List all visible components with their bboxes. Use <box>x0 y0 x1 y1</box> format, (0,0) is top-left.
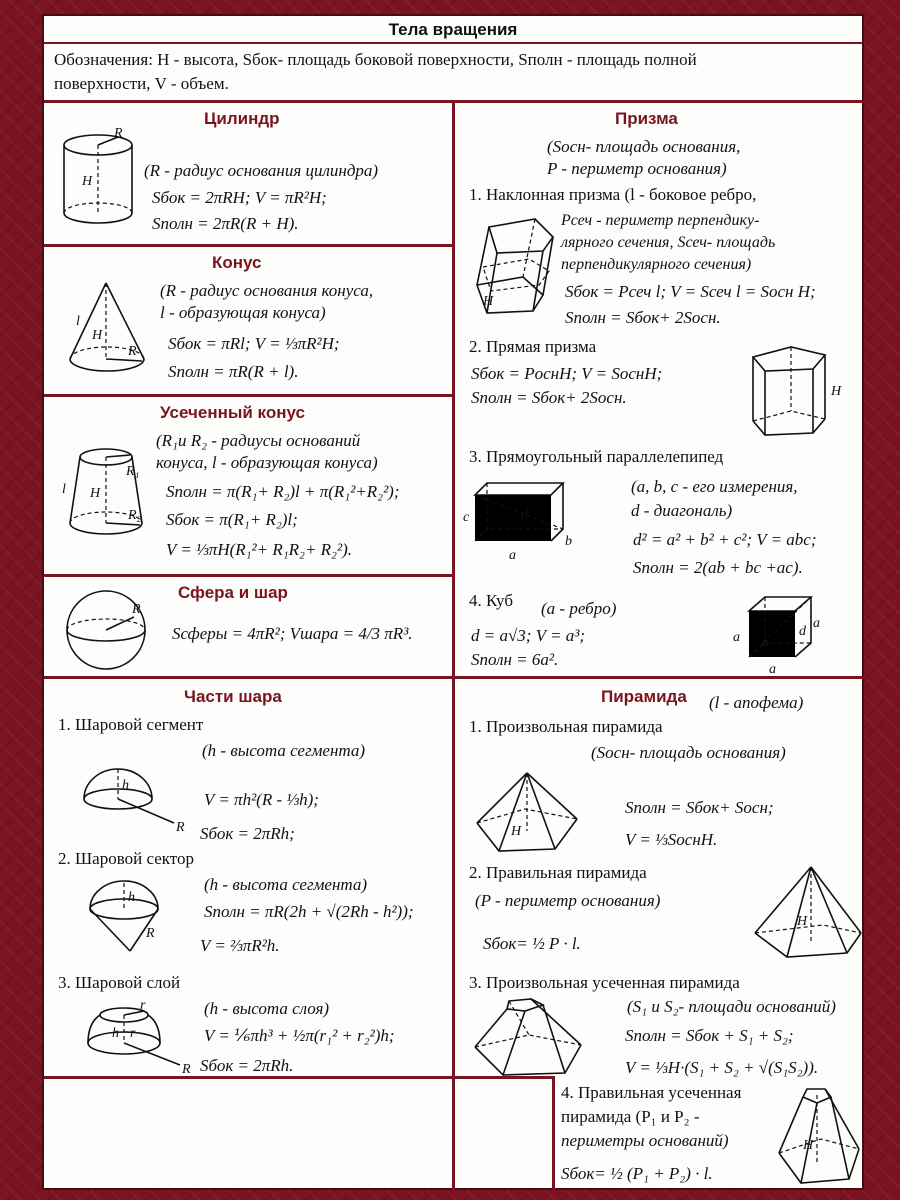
cylinder-title: Цилиндр <box>204 109 280 128</box>
svg-text:H: H <box>797 914 808 929</box>
svg-text:r: r <box>140 998 146 1013</box>
layer-formula-1: V = ⅙πh³ + ½π(r₁² + r₂²)h; <box>204 1026 395 1045</box>
oblique-prism-desc-2: лярного сечения, Sсеч- площадь <box>561 234 776 251</box>
sector-formula-1: Sполн = πR(2h + √(2Rh - h²)); <box>204 902 414 921</box>
cube-desc: (a - ребро) <box>541 599 617 618</box>
box-figure <box>461 475 575 565</box>
pyramid-title-note: (l - апофема) <box>709 693 804 712</box>
pyr-arbitrary-formula-1: Sполн = Sбок+ Sосн; <box>625 798 774 817</box>
sphere-formula: Sсферы = 4πR²; Vшара = 4/3 πR³. <box>172 624 413 643</box>
frustum-figure <box>64 443 154 545</box>
pyr-reg-trunc-desc: периметры оснований) <box>561 1131 729 1150</box>
svg-text:h: h <box>112 1026 119 1041</box>
ball-parts-title: Части шара <box>184 687 282 706</box>
svg-text:l: l <box>62 482 66 497</box>
cube-figure <box>725 591 825 677</box>
svg-text:R: R <box>114 126 123 141</box>
box-formula-1: d² = a² + b² + c²; V = abc; <box>633 530 817 549</box>
cylinder-desc: (R - радиус основания цилиндра) <box>144 161 379 180</box>
cone-formula-1: Sбок = πRl; V = ⅓πR²H; <box>168 334 340 353</box>
right-prism-figure <box>735 343 841 441</box>
sector-figure <box>84 879 174 959</box>
layer-formula-2: Sбок = 2πRh. <box>200 1056 294 1075</box>
box-formula-2: Sполн = 2(ab + bc +ac). <box>633 558 803 577</box>
oblique-prism-figure <box>469 215 557 325</box>
layer-figure <box>82 998 192 1077</box>
cone-formula-2: Sполн = πR(R + l). <box>168 362 299 381</box>
svg-text:c: c <box>463 510 470 525</box>
svg-text:R₂: R₂ <box>128 508 142 523</box>
cube-formula-2: Sполн = 6a². <box>471 650 559 669</box>
prism-desc-1: (Sосн- площадь основания, <box>547 137 741 156</box>
cylinder-figure <box>58 126 140 229</box>
pyr-regular-figure <box>751 863 863 965</box>
svg-text:H: H <box>90 486 101 501</box>
frustum-formula-2: Sбок = π(R₁+ R₂)l; <box>166 510 298 529</box>
pyr-regular-head: 2. Правильная пирамида <box>469 863 647 882</box>
frustum-formula-3: V = ⅓πH(R₁²+ R₁R₂+ R₂²). <box>166 540 352 559</box>
segment-head: 1. Шаровой сегмент <box>58 715 204 734</box>
svg-text:R: R <box>146 926 155 941</box>
notation-line-1: Обозначения: H - высота, Sбок- площадь боковой поверхности, Sполн - площадь полной <box>54 50 697 69</box>
right-prism-head: 2. Прямая призма <box>469 337 597 356</box>
cone-desc-1: (R - радиус основания конуса, <box>160 281 374 300</box>
cube-head: 4. Куб <box>469 591 513 610</box>
frustum-title: Усеченный конус <box>160 403 305 422</box>
formula-sheet <box>42 14 864 1190</box>
frustum-desc-2: конуса, l - образующая конуса) <box>156 453 378 472</box>
svg-text:H: H <box>92 328 103 343</box>
right-prism-h-label: H <box>831 384 842 399</box>
svg-text:d: d <box>799 624 806 639</box>
oblique-prism-desc-3: перпендикулярного сечения) <box>561 256 752 273</box>
pyramid-title: Пирамида <box>601 687 687 706</box>
pyr-reg-trunc-figure <box>773 1083 863 1187</box>
sector-desc: (h - высота сегмента) <box>204 875 368 894</box>
segment-formula-2: Sбок = 2πRh; <box>200 824 295 843</box>
svg-text:a: a <box>733 630 740 645</box>
pyr-trunc-figure <box>469 995 585 1081</box>
pyr-arbitrary-head: 1. Произвольная пирамида <box>469 717 663 736</box>
pyr-regular-desc: (P - периметр основания) <box>475 891 661 910</box>
svg-text:l: l <box>76 314 80 329</box>
cone-title: Конус <box>212 253 262 272</box>
sector-head: 2. Шаровой сектор <box>58 849 194 868</box>
svg-text:R: R <box>132 602 141 617</box>
sphere-figure <box>64 587 150 673</box>
svg-text:H: H <box>483 294 494 309</box>
svg-text:H: H <box>511 824 522 839</box>
svg-text:H: H <box>803 1138 814 1153</box>
pyr-trunc-desc: (S₁ и S₂- площади оснований) <box>627 997 836 1016</box>
cylinder-formula-1: Sбок = 2πRH; V = πR²H; <box>152 188 327 207</box>
pyr-arbitrary-formula-2: V = ⅓SоснH. <box>625 830 718 849</box>
oblique-prism-formula-1: Sбок = Pсеч l; V = Sсеч l = Sосн H; <box>565 282 816 301</box>
segment-desc: (h - высота сегмента) <box>202 741 366 760</box>
layer-desc: (h - высота слоя) <box>204 999 330 1018</box>
notation-block <box>54 48 854 96</box>
svg-text:a: a <box>769 662 776 677</box>
segment-formula-1: V = πh²(R - ⅓h); <box>204 790 319 809</box>
page-title: Тела вращения <box>44 16 862 44</box>
box-head: 3. Прямоугольный параллелепипед <box>469 447 724 466</box>
pyr-reg-trunc-formula: Sбок= ½ (P₁ + P₂) · l. <box>561 1164 713 1183</box>
prism-title: Призма <box>615 109 678 128</box>
svg-text:d: d <box>521 508 528 523</box>
cone-section <box>44 247 452 394</box>
cube-formula-1: d = a√3; V = a³; <box>471 626 586 645</box>
pyr-reg-trunc-section <box>555 1079 866 1192</box>
svg-text:a: a <box>509 548 516 563</box>
cylinder-formula-2: Sполн = 2πR(R + H). <box>152 214 299 233</box>
svg-text:h: h <box>128 890 135 905</box>
box-desc-1: (a, b, c - его измерения, <box>631 477 798 496</box>
frustum-formula-1: Sполн = π(R₁+ R₂)l + π(R₁²+R₂²); <box>166 482 400 501</box>
frustum-section <box>44 397 452 574</box>
cylinder-section <box>44 103 452 244</box>
segment-figure <box>78 765 188 835</box>
box-desc-2: d - диагональ) <box>631 501 733 520</box>
right-prism-formula-2: Sполн = Sбок+ 2Sосн. <box>471 388 627 407</box>
svg-text:b: b <box>565 534 572 549</box>
svg-text:h: h <box>122 778 129 793</box>
pyr-trunc-formula-2: V = ⅓H·(S₁ + S₂ + √(S₁S₂)). <box>625 1058 819 1077</box>
pyr-trunc-head: 3. Произвольная усеченная пирамида <box>469 973 740 992</box>
cone-figure <box>64 277 154 377</box>
pyr-reg-trunc-head-2: пирамида (P₁ и P₂ - <box>561 1107 700 1126</box>
prism-desc-2: P - периметр основания) <box>547 159 727 178</box>
pyr-regular-formula: Sбок= ½ P · l. <box>483 934 581 953</box>
svg-text:H: H <box>82 174 93 189</box>
prism-section <box>455 103 866 676</box>
right-prism-formula-1: Sбок = PоснH; V = SоснH; <box>471 364 663 383</box>
pyr-trunc-formula-1: Sполн = Sбок + S₁ + S₂; <box>625 1026 794 1045</box>
oblique-prism-formula-2: Sполн = Sбок+ 2Sосн. <box>565 308 721 327</box>
cone-desc-2: l - образующая конуса) <box>160 303 326 322</box>
oblique-prism-desc-1: Pсеч - периметр перпендику- <box>561 212 760 229</box>
svg-text:R₁: R₁ <box>126 464 140 479</box>
svg-text:R: R <box>176 820 185 835</box>
svg-text:a: a <box>813 616 820 631</box>
ball-parts-section <box>44 679 452 1076</box>
svg-text:R: R <box>128 344 137 359</box>
svg-text:R: R <box>182 1062 191 1077</box>
notation-line-2: поверхности, V - объем. <box>54 74 229 93</box>
frustum-desc-1: (R₁и R₂ - радиусы оснований <box>156 431 361 450</box>
svg-text:r: r <box>130 1026 136 1041</box>
sphere-section <box>44 577 452 676</box>
sphere-title: Сфера и шар <box>178 583 288 602</box>
pyr-arbitrary-figure <box>473 769 587 861</box>
sector-formula-2: V = ⅔πR²h. <box>200 936 280 955</box>
pyr-arbitrary-desc: (Sосн- площадь основания) <box>591 743 786 762</box>
layer-head: 3. Шаровой слой <box>58 973 181 992</box>
pyr-reg-trunc-head-1: 4. Правильная усеченная <box>561 1083 742 1102</box>
oblique-prism-head: 1. Наклонная призма (l - боковое ребро, <box>469 185 757 204</box>
